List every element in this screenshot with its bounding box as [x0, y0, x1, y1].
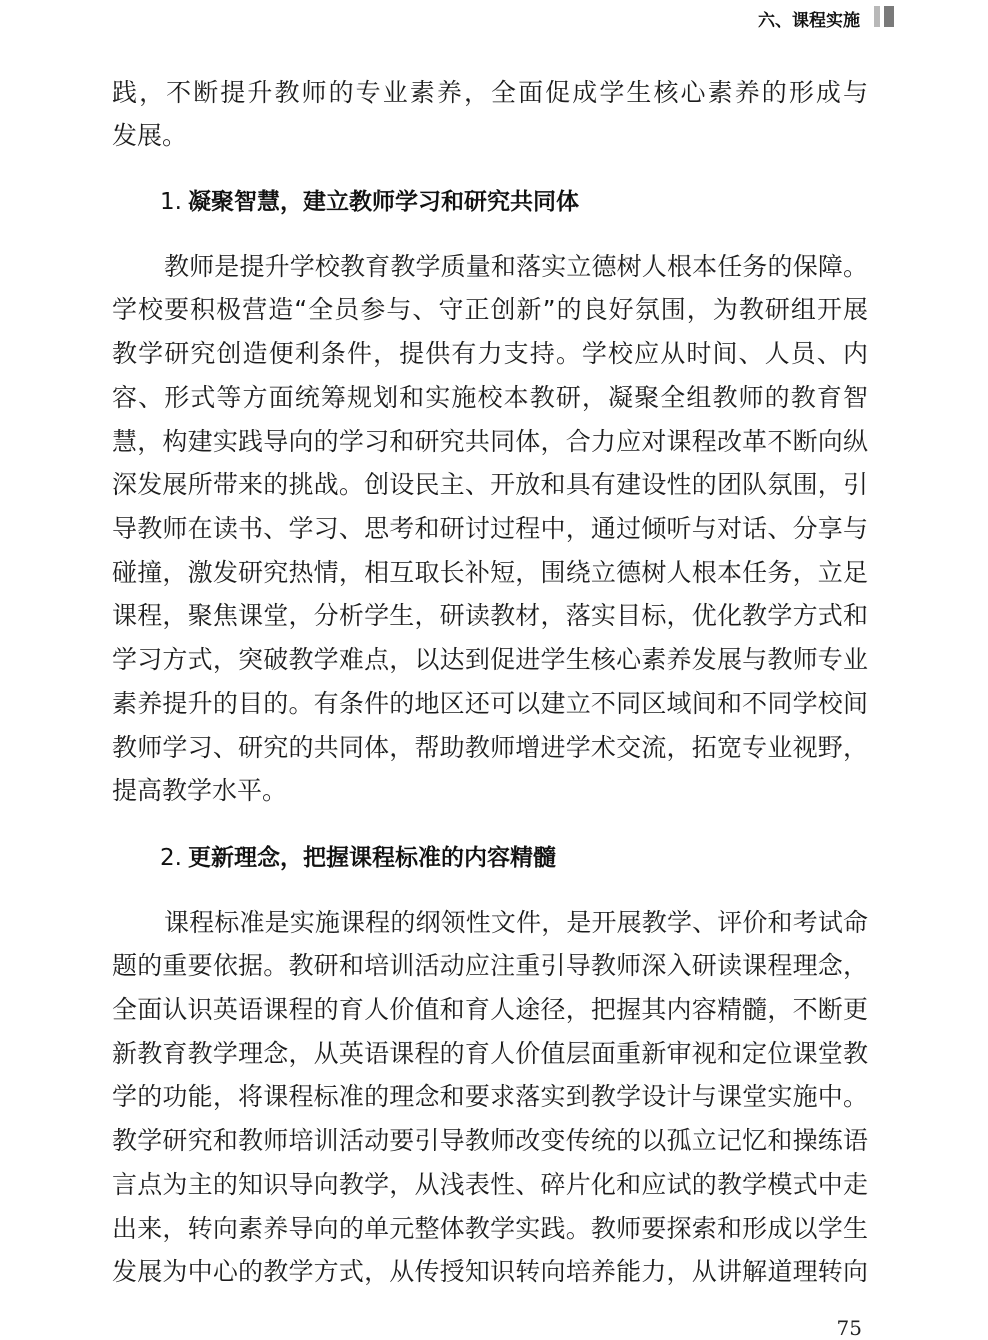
body-line: 言点为主的知识导向教学，从浅表性、碎片化和应试的教学模式中走: [112, 1170, 869, 1199]
body-line: 出来，转向素养导向的单元整体教学实践。教师要探索和形成以学生: [112, 1214, 869, 1243]
body-line: 教师是提升学校教育教学质量和落实立德树人根本任务的保障。: [164, 252, 869, 281]
header-bar-dark: [884, 6, 894, 27]
section-title: 凝聚智慧，建立教师学习和研究共同体: [187, 189, 579, 215]
body-line: 容、形式等方面统筹规划和实施校本教研，凝聚全组教师的教育智: [112, 383, 870, 412]
body-line: 导教师在读书、学习、思考和研讨过程中，通过倾听与对话、分享与: [112, 514, 869, 543]
body-line: 学习方式，突破教学难点，以达到促进学生核心素养发展与教师专业: [112, 645, 869, 674]
page-number: 75: [836, 1316, 862, 1340]
header-bar-light: [874, 6, 880, 27]
section-title: 更新理念，把握课程标准的内容精髓: [187, 845, 556, 871]
body-line: 学校要积极营造“全员参与、守正创新”的良好氛围，为教研组开展: [112, 295, 870, 324]
chapter-title: 六、课程实施: [758, 10, 860, 31]
body-line: 课程标准是实施课程的纲领性文件，是开展教学、评价和考试命: [164, 908, 869, 937]
body-line: 素养提升的目的。有条件的地区还可以建立不同区域间和不同学校间: [112, 689, 869, 718]
body-line: 深发展所带来的挑战。创设民主、开放和具有建设性的团队氛围，引: [112, 470, 869, 499]
body-line: 新教育教学理念，从英语课程的育人价值层面重新审视和定位课堂教: [112, 1039, 869, 1068]
section-heading-2: [160, 843, 556, 873]
body-line: 教学研究和教师培训活动要引导教师改变传统的以孤立记忆和操练语: [112, 1126, 869, 1155]
section-heading-1: [160, 187, 579, 217]
body-line: 教师学习、研究的共同体，帮助教师增进学术交流，拓宽专业视野，: [112, 733, 869, 762]
section-number: 2.: [160, 845, 182, 871]
body-line: 发展为中心的教学方式，从传授知识转向培养能力，从讲解道理转向: [112, 1257, 869, 1286]
body-line: 提高教学水平。: [112, 776, 288, 805]
body-line: 践，不断提升教师的专业素养，全面促成学生核心素养的形成与: [112, 78, 871, 107]
body-line: 慧，构建实践导向的学习和研究共同体，合力应对课程改革不断向纵: [112, 427, 869, 456]
body-line: 碰撞，激发研究热情，相互取长补短，围绕立德树人根本任务，立足: [112, 558, 869, 587]
section-number: 1.: [160, 189, 182, 215]
body-line: 发展。: [112, 121, 188, 150]
body-line: 教学研究创造便利条件，提供有力支持。学校应从时间、人员、内: [112, 339, 870, 368]
body-line: 题的重要依据。教研和培训活动应注重引导教师深入研读课程理念，: [112, 951, 869, 980]
chapter-header: [758, 4, 860, 32]
body-line: 学的功能，将课程标准的理念和要求落实到教学设计与课堂实施中。: [112, 1082, 869, 1111]
body-line: 课程，聚焦课堂，分析学生，研读教材，落实目标，优化教学方式和: [112, 601, 869, 630]
body-line: 全面认识英语课程的育人价值和育人途径，把握其内容精髓，不断更: [112, 995, 869, 1024]
